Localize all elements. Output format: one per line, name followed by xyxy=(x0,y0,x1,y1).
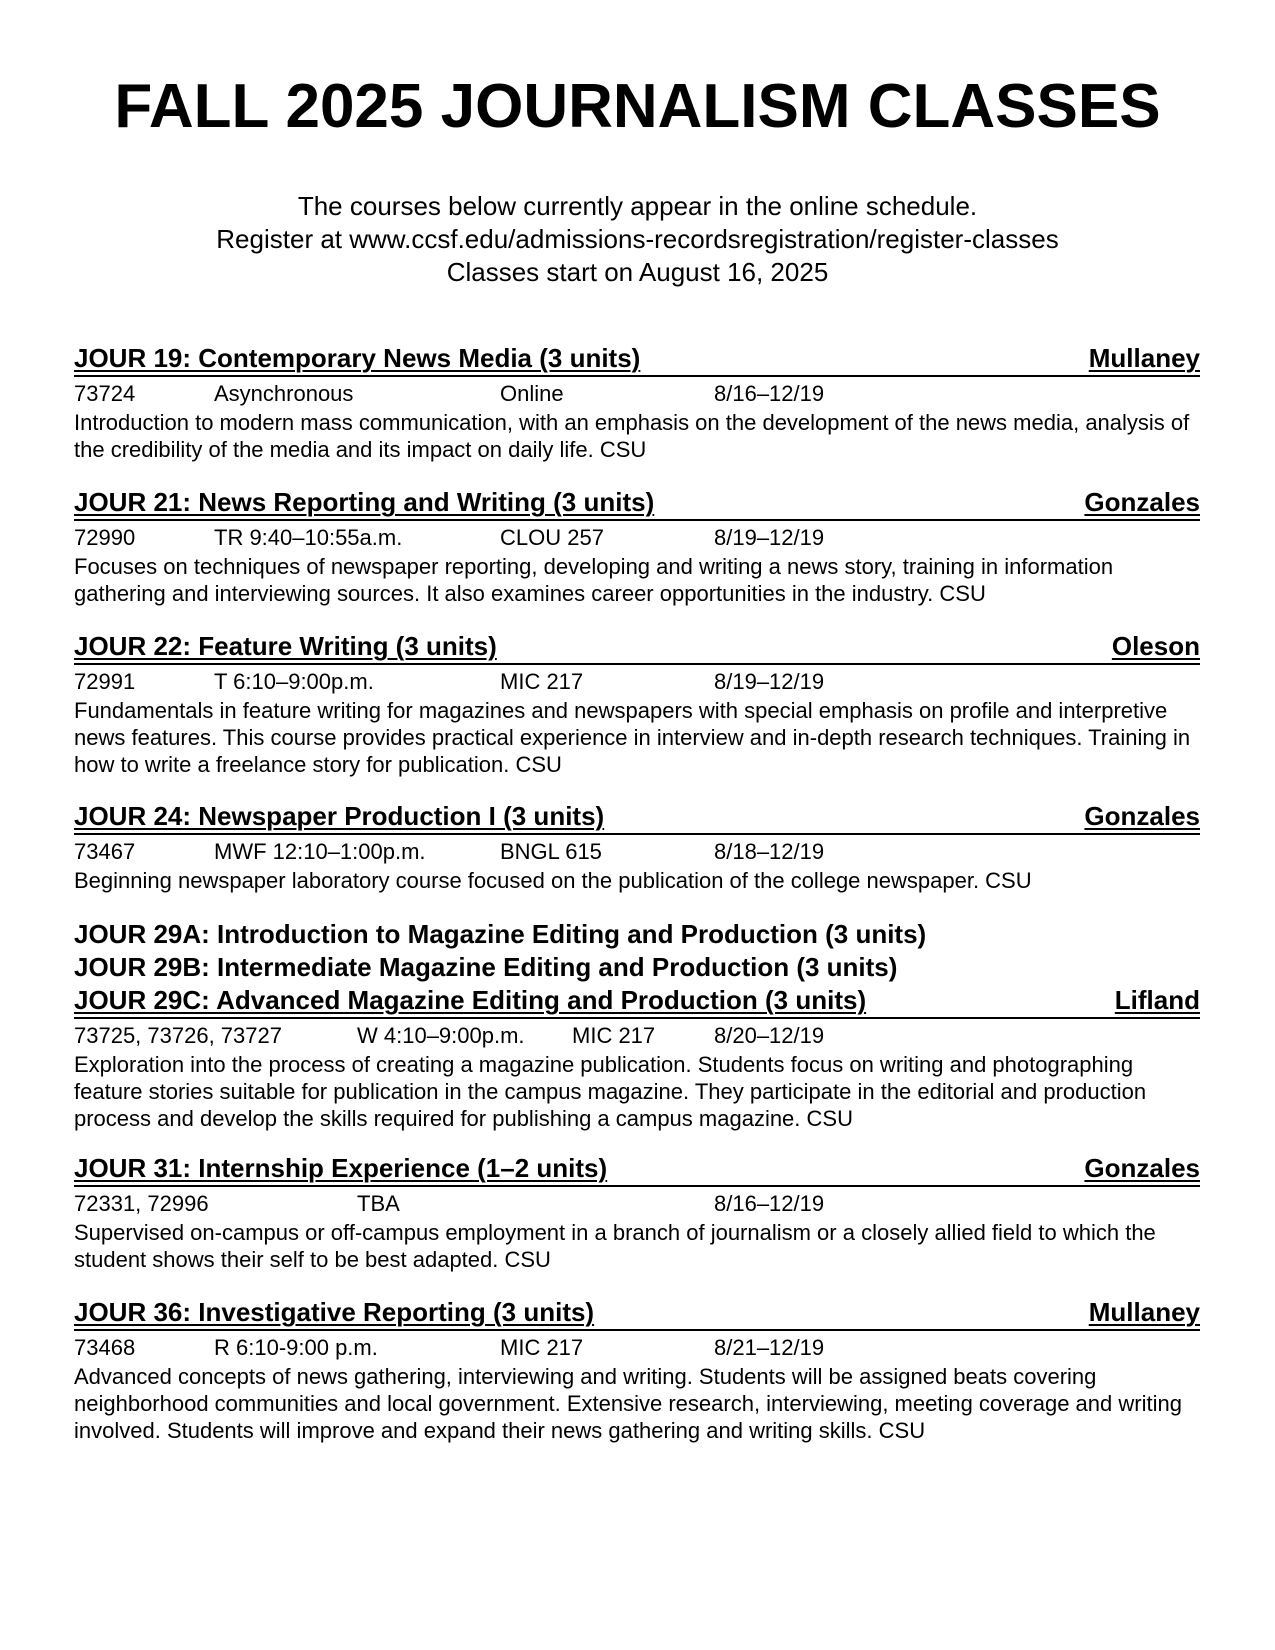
course-time: R 6:10-9:00 p.m. xyxy=(214,1335,378,1360)
course-heading xyxy=(74,486,1200,521)
course-time: W 4:10–9:00p.m. xyxy=(357,1023,525,1048)
course-heading xyxy=(74,800,1200,835)
course-time: MWF 12:10–1:00p.m. xyxy=(214,839,426,864)
course-jour-19 xyxy=(74,342,1200,463)
course-jour-22 xyxy=(74,630,1200,778)
course-room: MIC 217 xyxy=(500,1335,584,1360)
course-jour-21 xyxy=(74,486,1200,607)
instructor: Gonzales xyxy=(1084,1153,1200,1183)
course-crn: 73725, 73726, 73727 xyxy=(74,1023,282,1048)
course-time: Asynchronous xyxy=(214,381,354,406)
course-crn: 72991 xyxy=(74,669,136,694)
course-title-29c: JOUR 29C: Advanced Magazine Editing and Production (3 units) xyxy=(74,985,867,1015)
course-meta xyxy=(74,1333,1200,1363)
course-dates: 8/19–12/19 xyxy=(714,525,825,550)
course-meta xyxy=(74,837,1200,867)
course-heading xyxy=(74,1296,1200,1331)
instructor: Mullaney xyxy=(1088,1297,1200,1327)
course-jour-31 xyxy=(74,1152,1200,1273)
course-dates: 8/18–12/19 xyxy=(714,839,825,864)
course-meta xyxy=(74,379,1200,409)
intro-line-schedule: The courses below currently appear in the online schedule. xyxy=(297,191,978,221)
course-crn: 73467 xyxy=(74,839,136,864)
page-title: FALL 2025 JOURNALISM CLASSES xyxy=(114,72,1161,141)
course-meta xyxy=(74,523,1200,553)
instructor: Gonzales xyxy=(1084,487,1200,517)
course-title: JOUR 24: Newspaper Production I (3 units) xyxy=(74,801,605,831)
instructor: Lifland xyxy=(1114,985,1200,1015)
course-crn: 73724 xyxy=(74,381,136,406)
course-crn: 72331, 72996 xyxy=(74,1191,209,1216)
course-heading xyxy=(74,630,1200,665)
course-title: JOUR 36: Investigative Reporting (3 units) xyxy=(74,1297,595,1327)
course-title-29b: JOUR 29B: Intermediate Magazine Editing and Production (3 units) xyxy=(74,952,898,982)
course-meta xyxy=(74,1021,1200,1051)
course-room: MIC 217 xyxy=(500,669,584,694)
course-description: Supervised on-campus or off-campus employment in a branch of journalism or a closely allied field to which the student shows their self to be best adapted. CSU xyxy=(74,1220,1156,1272)
course-room: MIC 217 xyxy=(572,1023,656,1048)
course-jour-29 xyxy=(74,918,1200,1132)
instructor: Oleson xyxy=(1111,631,1200,661)
course-room: Online xyxy=(500,381,564,406)
course-time: TR 9:40–10:55a.m. xyxy=(214,525,403,550)
course-room: CLOU 257 xyxy=(500,525,604,550)
course-description: Beginning newspaper laboratory course focused on the publication of the college newspaper. CSU xyxy=(74,868,1032,893)
course-crn: 73468 xyxy=(74,1335,136,1360)
instructor: Gonzales xyxy=(1084,801,1200,831)
course-description: Exploration into the process of creating a magazine publication. Students focus on writing and photographing feature stories suitable for publication in the campus magazine. They participate in the editorial and production process and develop the skills required for publishing a campus magazine. CSU xyxy=(74,1052,1147,1131)
course-time: TBA xyxy=(357,1191,400,1216)
course-room: BNGL 615 xyxy=(500,839,602,864)
course-description: Fundamentals in feature writing for magazines and newspapers with special emphasis on profile and interpretive news features. This course provides practical experience in interview and in-depth research techniques. Training in how to write a freelance story for publication. CSU xyxy=(74,698,1191,777)
course-heading xyxy=(74,1152,1200,1187)
course-heading xyxy=(74,918,1200,1019)
course-title: JOUR 19: Contemporary News Media (3 units) xyxy=(74,343,641,373)
intro-line-register: Register at www.ccsf.edu/admissions-recordsregistration/register-classes xyxy=(216,224,1059,254)
course-title-29a: JOUR 29A: Introduction to Magazine Editing and Production (3 units) xyxy=(74,919,927,949)
course-dates: 8/16–12/19 xyxy=(714,381,825,406)
course-description: Advanced concepts of news gathering, interviewing and writing. Students will be assigned beats covering neighborhood communities and local government. Extensive research, interviewing, meeting coverage and writing involved. Students will improve and expand their news gathering and writing skills. CSU xyxy=(74,1364,1182,1443)
course-description: Introduction to modern mass communication, with an emphasis on the development of the news media, analysis of the credibility of the media and its impact on daily life. CSU xyxy=(74,410,1190,462)
course-title: JOUR 31: Internship Experience (1–2 units) xyxy=(74,1153,608,1183)
course-crn: 72990 xyxy=(74,525,136,550)
course-dates: 8/19–12/19 xyxy=(714,669,825,694)
course-jour-36 xyxy=(74,1296,1200,1444)
course-jour-24 xyxy=(74,800,1200,894)
course-title: JOUR 22: Feature Writing (3 units) xyxy=(74,631,497,661)
course-time: T 6:10–9:00p.m. xyxy=(214,669,374,694)
instructor: Mullaney xyxy=(1088,343,1200,373)
course-dates: 8/21–12/19 xyxy=(714,1335,825,1360)
course-description: Focuses on techniques of newspaper reporting, developing and writing a news story, training in information gathering and interviewing sources. It also examines career opportunities in the industry. CSU xyxy=(74,554,1114,606)
course-dates: 8/16–12/19 xyxy=(714,1191,825,1216)
course-meta xyxy=(74,1189,1200,1219)
intro-line-start-date: Classes start on August 16, 2025 xyxy=(446,257,829,287)
course-heading xyxy=(74,342,1200,377)
intro-block xyxy=(0,190,1275,289)
course-dates: 8/20–12/19 xyxy=(714,1023,825,1048)
course-title: JOUR 21: News Reporting and Writing (3 units) xyxy=(74,487,655,517)
course-meta xyxy=(74,667,1200,697)
